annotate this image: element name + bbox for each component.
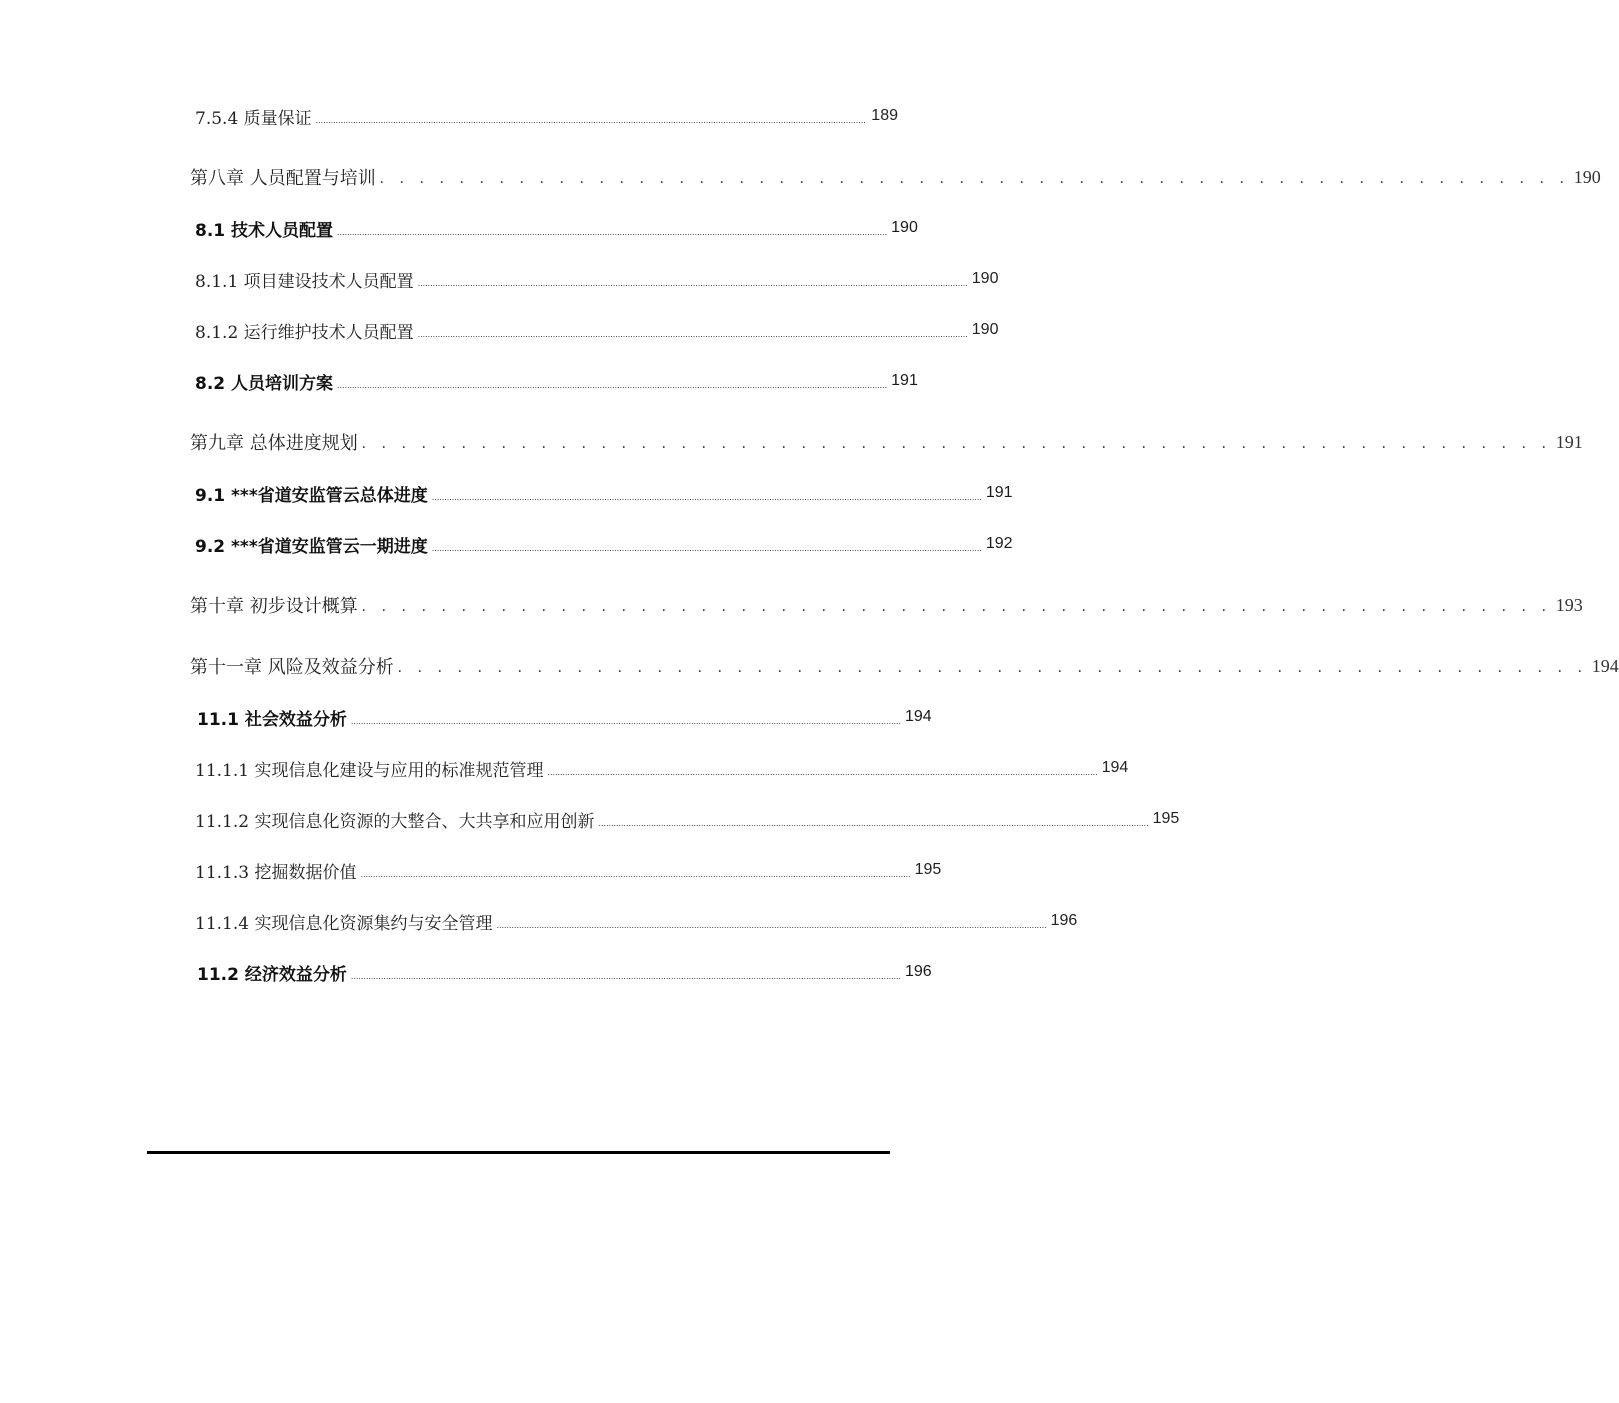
toc-leader-dots: ............................................................................................................................................................................................................................ <box>431 491 982 502</box>
toc-leader-dots: ............................................................................................................................................................................................................................ <box>337 226 888 237</box>
toc-entry-label: 第十一章 风险及效益分析 <box>190 657 394 678</box>
toc-entry-page-number: 190 <box>1573 166 1601 187</box>
toc-entry-page-number: 191 <box>1555 431 1583 452</box>
toc-entry[interactable] <box>197 702 932 732</box>
toc-entry[interactable] <box>190 427 1583 457</box>
toc-entry-label: 11.1 社会效益分析 <box>197 709 347 730</box>
toc-entry-label: 第八章 人员配置与培训 <box>190 168 376 189</box>
toc-entry-label: 11.1.4 实现信息化资源集约与安全管理 <box>195 913 493 934</box>
toc-entry[interactable] <box>195 213 918 243</box>
toc-entry[interactable] <box>195 101 898 131</box>
toc-entry-page-number: 189 <box>871 107 898 124</box>
toc-leader-dots: ............................................................................................................................................................................................................................ <box>417 328 968 339</box>
toc-entry-page-number: 196 <box>1050 912 1078 929</box>
toc-leader-dots: . . . . . . . . . . . . . . . . . . . . . . . . . . . . . . . . . . . . . . . . . . . . . . . . . . . . . . . . . . . . <box>361 435 1552 452</box>
toc-entry-label: 11.2 经济效益分析 <box>197 964 347 985</box>
toc-leader-dots: . . . . . . . . . . . . . . . . . . . . . . . . . . . . . . . . . . . . . . . . . . . . . . . . . . . . . . . . . . . . <box>397 659 1588 676</box>
toc-entry-page-number: 190 <box>971 270 999 287</box>
toc-entry[interactable] <box>190 651 1619 681</box>
toc-leader-dots: ............................................................................................................................................................................................................................ <box>337 379 888 390</box>
toc-entry-label: 7.5.4 质量保证 <box>195 108 312 129</box>
toc-leader-dots: ............................................................................................................................................................................................................................ <box>417 277 968 288</box>
toc-entry[interactable] <box>195 855 942 885</box>
toc-entry-page-number: 194 <box>1591 655 1619 676</box>
toc-entry-page-number: 194 <box>904 708 932 725</box>
toc-entry[interactable] <box>195 478 1013 508</box>
toc-entry-label: 8.1.1 项目建设技术人员配置 <box>195 271 414 292</box>
toc-entry-label: 9.2 ***省道安监管云一期进度 <box>195 536 428 557</box>
toc-entry-page-number: 191 <box>985 484 1013 501</box>
toc-leader-dots: ............................................................................................................................................................................................................................ <box>315 114 866 125</box>
toc-entry-label: 11.1.2 实现信息化资源的大整合、大共享和应用创新 <box>195 811 595 832</box>
toc-entry-page-number: 191 <box>891 372 918 389</box>
toc-leader-dots: . . . . . . . . . . . . . . . . . . . . . . . . . . . . . . . . . . . . . . . . . . . . . . . . . . . . . . . . . . . . <box>361 598 1552 615</box>
toc-entry-label: 8.2 人员培训方案 <box>195 373 334 394</box>
toc-entry-page-number: 193 <box>1555 594 1583 615</box>
toc-entry[interactable] <box>195 366 918 396</box>
toc-leader-dots: ............................................................................................................................................................................................................................ <box>431 542 982 553</box>
toc-entry-label: 第十章 初步设计概算 <box>190 596 358 617</box>
toc-entry[interactable] <box>195 315 999 345</box>
toc-entry-page-number: 196 <box>904 963 932 980</box>
toc-entry-label: 11.1.3 挖掘数据价值 <box>195 862 357 883</box>
toc-entry[interactable] <box>195 906 1078 936</box>
toc-leader-dots: ............................................................................................................................................................................................................................ <box>350 715 901 726</box>
toc-entry[interactable] <box>195 529 1013 559</box>
toc-entry-page-number: 194 <box>1101 759 1129 776</box>
toc-leader-dots: ............................................................................................................................................................................................................................ <box>547 766 1098 777</box>
toc-leader-dots: ............................................................................................................................................................................................................................ <box>496 919 1047 930</box>
toc-leader-dots: ............................................................................................................................................................................................................................ <box>598 817 1149 828</box>
toc-leader-dots: ............................................................................................................................................................................................................................ <box>360 868 911 879</box>
toc-entry[interactable] <box>197 957 932 987</box>
toc-entry[interactable] <box>195 264 999 294</box>
toc-entry-label: 11.1.1 实现信息化建设与应用的标准规范管理 <box>195 760 544 781</box>
toc-entry-page-number: 192 <box>985 535 1013 552</box>
toc-entry-label: 8.1.2 运行维护技术人员配置 <box>195 322 414 343</box>
toc-entry-page-number: 190 <box>891 219 918 236</box>
toc-entry-label: 8.1 技术人员配置 <box>195 220 334 241</box>
toc-entry-label: 第九章 总体进度规划 <box>190 433 358 454</box>
toc-leader-dots: . . . . . . . . . . . . . . . . . . . . . . . . . . . . . . . . . . . . . . . . . . . . . . . . . . . . . . . . . . . . <box>379 170 1570 187</box>
toc-leader-dots: ............................................................................................................................................................................................................................ <box>350 970 901 981</box>
toc-entry-label: 9.1 ***省道安监管云总体进度 <box>195 485 428 506</box>
toc-entry-page-number: 195 <box>914 861 942 878</box>
toc-entry[interactable] <box>190 590 1583 620</box>
toc-entry[interactable] <box>195 753 1129 783</box>
toc-entry[interactable] <box>190 162 1601 192</box>
toc-entry-page-number: 195 <box>1152 810 1180 827</box>
footer-rule <box>147 1151 890 1154</box>
toc-entry[interactable] <box>195 804 1180 834</box>
toc-entry-page-number: 190 <box>971 321 999 338</box>
